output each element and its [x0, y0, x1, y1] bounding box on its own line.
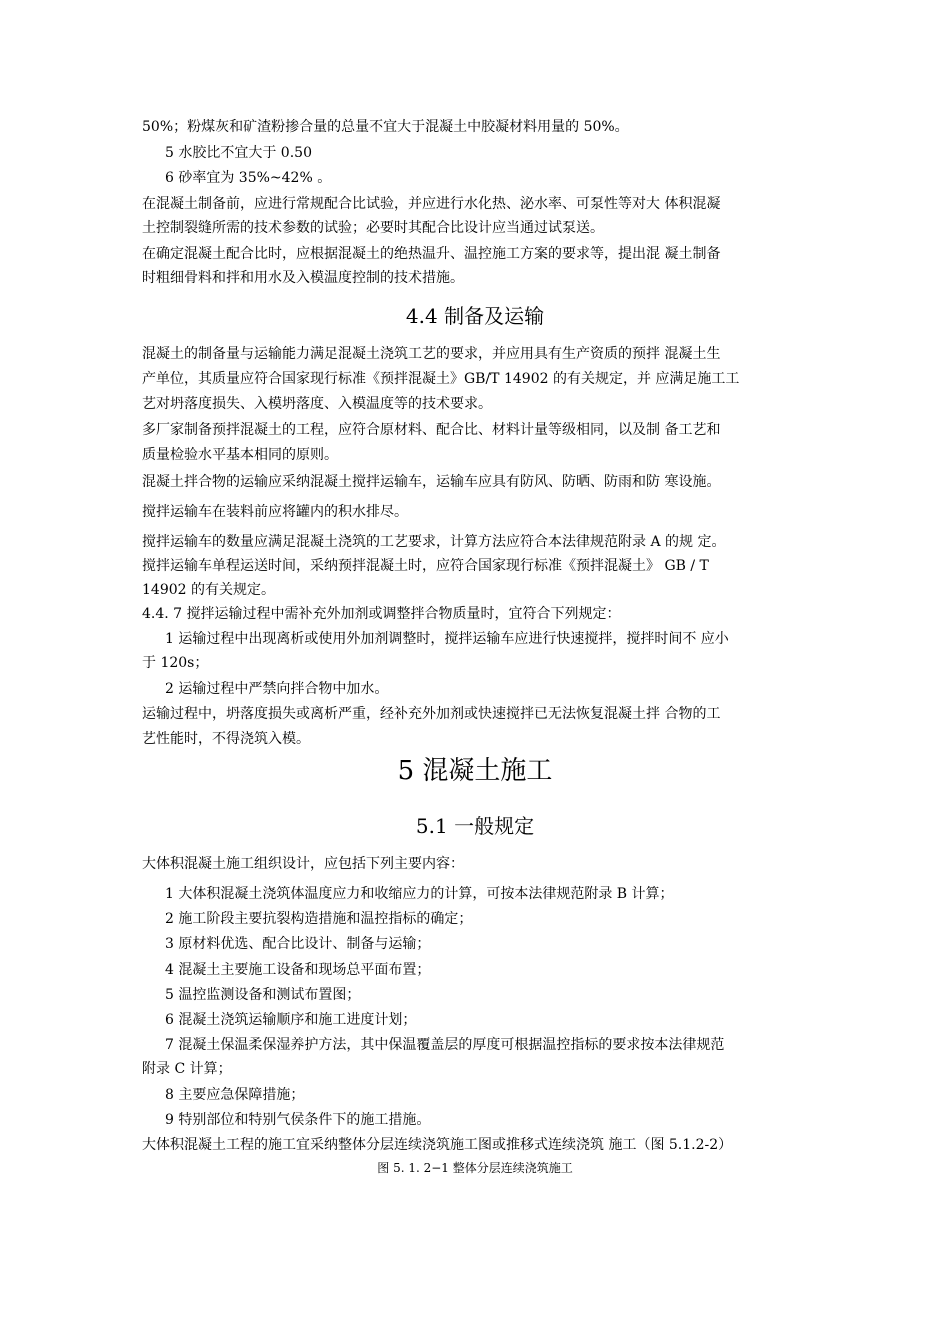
text-line: 产单位，其质量应符合国家现行标准《预拌混凝土》GB/T 14902 的有关规定，并 应满足施工工: [142, 371, 740, 387]
list-item: 2 运输过程中严禁向拌合物中加水。: [165, 681, 389, 697]
text-line: 多厂家制备预拌混凝土的工程，应符合原材料、配合比、材料计量等级相同，以及制 备工艺和: [142, 422, 721, 438]
chapter-heading-5: 5 混凝土施工: [397, 756, 553, 786]
text-line: 50%；粉煤灰和矿渣粉掺合量的总量不宜大于混凝土中胶凝材料用量的 50%。: [142, 119, 629, 135]
text-line: 混凝土拌合物的运输应采纳混凝土搅拌运输车，运输车应具有防风、防晒、防雨和防 寒设施。: [142, 474, 721, 490]
list-item: 3 原材料优选、配合比设计、制备与运输；: [165, 936, 431, 952]
text-line: 14902 的有关规定。: [142, 582, 275, 598]
list-item: 8 主要应急保障措施；: [165, 1087, 305, 1103]
list-item: 6 砂率宜为 35%~42% 。: [165, 170, 332, 186]
text-line: 时粗细骨料和拌和用水及入模温度控制的技术措施。: [142, 270, 464, 286]
text-line: 搅拌运输车在装料前应将罐内的积水排尽。: [142, 504, 408, 520]
section-heading-5-1: 5.1 一般规定: [415, 814, 535, 838]
text-line: 搅拌运输车单程运送时间，采纳预拌混凝土时，应符合国家现行标准《预拌混凝土》 GB / T: [142, 558, 709, 574]
list-item: 6 混凝土浇筑运输顺序和施工进度计划；: [165, 1012, 417, 1028]
text-line: 于 120s；: [142, 655, 209, 671]
text-line: 艺性能时，不得浇筑入模。: [142, 731, 310, 747]
list-item: 2 施工阶段主要抗裂构造措施和温控指标的确定；: [165, 911, 473, 927]
figure-caption: 图 5. 1. 2−1 整体分层连续浇筑施工: [377, 1161, 573, 1175]
text-line: 运输过程中，坍落度损失或离析严重，经补充外加剂或快速搅拌已无法恢复混凝土拌 合物的工: [142, 706, 721, 722]
list-item: 9 特别部位和特别气侯条件下的施工措施。: [165, 1112, 431, 1128]
text-line: 附录 C 计算；: [142, 1061, 232, 1077]
text-line: 在确定混凝土配合比时，应根据混凝土的绝热温升、温控施工方案的要求等，提出混 凝土制备: [142, 246, 721, 262]
list-item: 4 混凝土主要施工设备和现场总平面布置；: [165, 962, 431, 978]
text-line: 质量检验水平基本相同的原则。: [142, 447, 338, 463]
list-item: 7 混凝土保温柔保湿养护方法，其中保温覆盖层的厚度可根据温控指标的要求按本法律规范: [165, 1037, 725, 1053]
text-line: 混凝土的制备量与运输能力满足混凝土浇筑工艺的要求，并应用具有生产资质的预拌 混凝土生: [142, 346, 721, 362]
text-line: 搅拌运输车的数量应满足混凝土浇筑的工艺要求，计算方法应符合本法律规范附录 A 的规 定。: [142, 534, 726, 550]
text-line: 4.4. 7 搅拌运输过程中需补充外加剂或调整拌合物质量时，宜符合下列规定：: [142, 606, 621, 622]
text-line: 在混凝土制备前，应进行常规配合比试验，并应进行水化热、泌水率、可泵性等对大 体积混凝: [142, 196, 721, 212]
list-item: 5 水胶比不宜大于 0.50: [165, 145, 312, 161]
section-heading-4-4: 4.4 制备及运输: [405, 304, 545, 328]
list-item: 1 运输过程中出现离析或使用外加剂调整时，搅拌运输车应进行快速搅拌，搅拌时间不 应小: [165, 631, 729, 647]
text-line: 大体积混凝土施工组织设计，应包括下列主要内容：: [142, 856, 464, 872]
list-item: 5 温控监测设备和测试布置图；: [165, 987, 361, 1003]
list-item: 1 大体积混凝土浇筑体温度应力和收缩应力的计算，可按本法律规范附录 B 计算；: [165, 886, 674, 902]
text-line: 艺对坍落度损失、入模坍落度、入模温度等的技术要求。: [142, 396, 492, 412]
text-line: 土控制裂缝所需的技术参数的试验；必要时其配合比设计应当通过试泵送。: [142, 220, 604, 236]
text-line: 大体积混凝土工程的施工宜采纳整体分层连续浇筑施工图或推移式连续浇筑 施工（图 5.1.2-2）: [142, 1137, 733, 1153]
